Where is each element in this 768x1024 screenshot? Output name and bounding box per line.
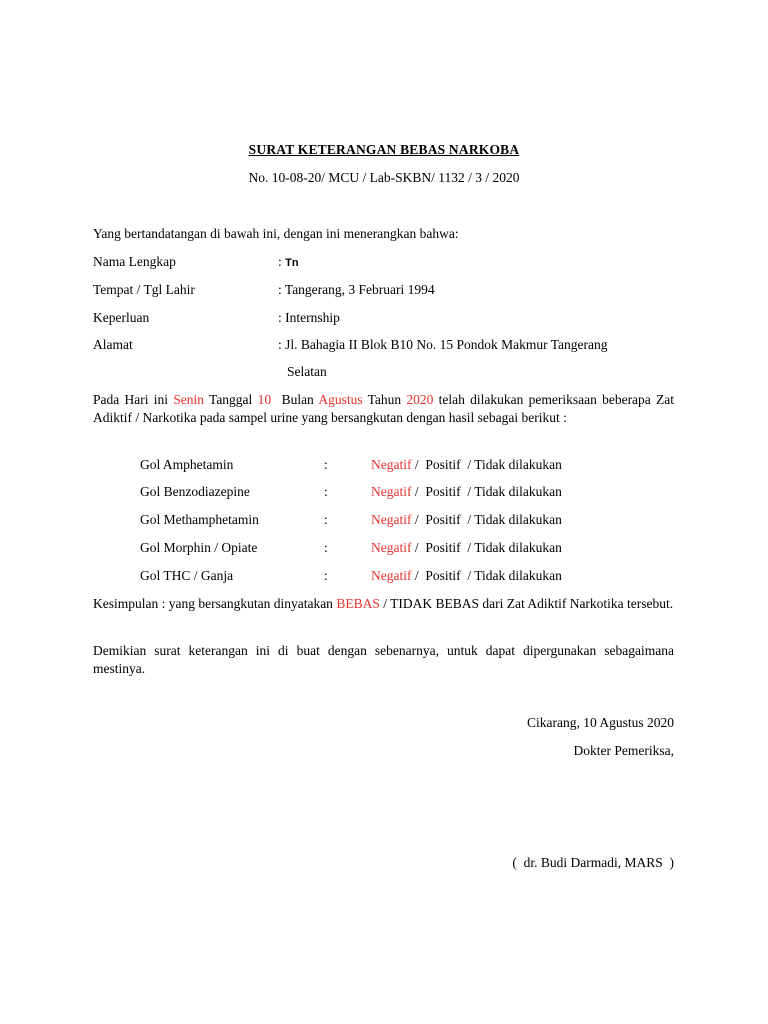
test-result-negative: Negatif [371,512,412,527]
conclusion-status: BEBAS [336,596,380,611]
test-result-negative: Negatif [371,457,412,472]
closing-paragraph: Demikian surat keterangan ini di buat dengan sebenarnya, untuk dapat dipergunakan sebagaimana mestinya. [93,643,674,676]
test-result-options: / Positif / Tidak dilakukan [411,484,562,499]
address-label: Alamat [93,337,133,352]
birth-value: : Tangerang, 3 Februari 1994 [278,282,435,297]
conclusion-text-1: Kesimpulan : yang bersangkutan dinyatakan [93,596,333,611]
name-value: : Tn [278,254,299,269]
test-result-negative: Negatif [371,568,412,583]
test-result-options: / Positif / Tidak dilakukan [411,457,562,472]
exam-text-5: telah dilakukan pemeriksaan beberapa Zat Adiktif / Narkotika pada sampel urine yang bersangkutan dengan hasil sebagai berikut : [93,392,675,425]
exam-text-3: Bulan [281,392,314,407]
intro-text: Yang bertandatangan di bawah ini, dengan ini menerangkan bahwa: [93,226,459,241]
test-colon: : [324,457,328,472]
test-result-options: / Positif / Tidak dilakukan [411,540,562,555]
conclusion-paragraph [93,595,674,613]
test-name: Gol Amphetamin [140,457,234,472]
exam-day: Senin [173,392,204,407]
name-value-text: Tn [285,257,299,269]
test-result [371,568,562,584]
test-name: Gol Benzodiazepine [140,484,250,499]
test-result [371,484,562,500]
name-label: Nama Lengkap [93,254,176,269]
exam-month: Agustus [318,392,363,407]
signature-role: Dokter Pemeriksa, [573,743,674,758]
document-title: SURAT KETERANGAN BEBAS NARKOBA [248,142,520,157]
test-result-options: / Positif / Tidak dilakukan [411,512,562,527]
exam-text-4: Tahun [367,392,402,407]
test-result [371,457,562,473]
test-colon: : [324,540,328,555]
exam-date: 10 [257,392,272,407]
test-name: Gol Morphin / Opiate [140,540,258,555]
purpose-value: : Internship [278,310,340,325]
test-result-options: / Positif / Tidak dilakukan [411,568,562,583]
test-result-negative: Negatif [371,484,412,499]
exam-text-1: Pada Hari ini [93,392,168,407]
exam-text-2: Tanggal [209,392,253,407]
test-colon: : [324,484,328,499]
doctor-name: ( dr. Budi Darmadi, MARS ) [512,855,674,870]
exam-year: 2020 [406,392,434,407]
purpose-label: Keperluan [93,310,150,325]
test-result-negative: Negatif [371,540,412,555]
address-value: : Jl. Bahagia II Blok B10 No. 15 Pondok Makmur Tangerang [278,337,608,352]
place-date: Cikarang, 10 Agustus 2020 [527,715,674,730]
exam-paragraph [93,391,674,427]
test-result [371,540,562,556]
address-value-line2: Selatan [287,364,327,379]
purpose-value-text: Internship [285,310,340,325]
document-number: No. 10-08-20/ MCU / Lab-SKBN/ 1132 / 3 / 2020 [248,170,520,185]
birth-value-text: Tangerang, 3 Februari 1994 [284,282,435,297]
test-colon: : [324,568,328,583]
test-result [371,512,562,528]
conclusion-text-2: / TIDAK BEBAS dari Zat Adiktif Narkotika tersebut. [383,596,674,611]
birth-label: Tempat / Tgl Lahir [93,282,195,297]
test-colon: : [324,512,328,527]
address-value-line1: Jl. Bahagia II Blok B10 No. 15 Pondok Makmur Tangerang [285,337,608,352]
test-name: Gol Methamphetamin [140,512,259,527]
test-name: Gol THC / Ganja [140,568,234,583]
